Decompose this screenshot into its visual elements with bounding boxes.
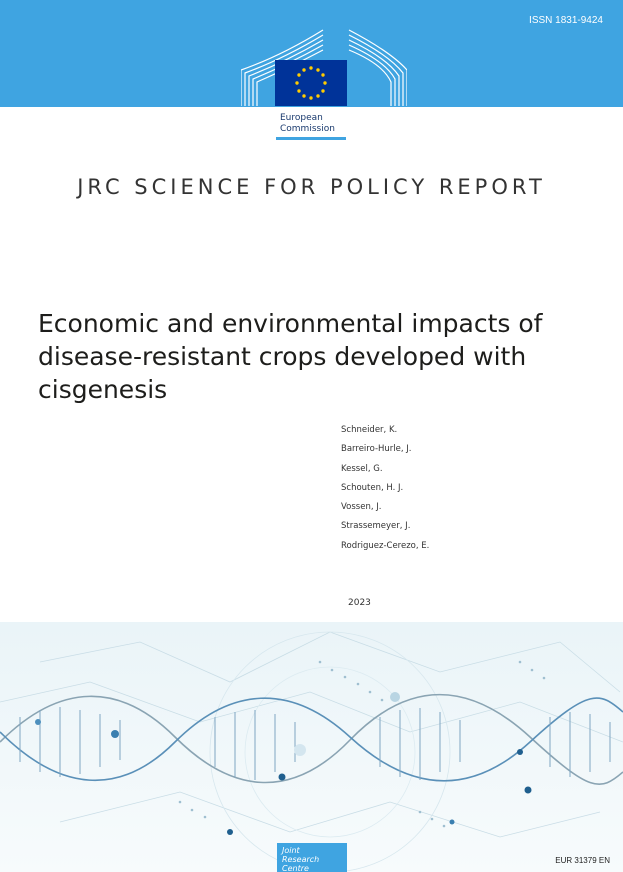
dna-cover-illustration (0, 622, 623, 872)
publication-year: 2023 (348, 598, 371, 608)
logo-underline (276, 137, 346, 140)
logo-text: European Commission (280, 113, 335, 134)
author-list (341, 421, 429, 556)
issn-number: ISSN 1831-9424 (529, 15, 603, 26)
author: Strassemeyer, J. (341, 521, 411, 532)
author: Schneider, K. (341, 425, 398, 435)
author: Vossen, J. (341, 502, 382, 513)
report-series: JRC SCIENCE FOR POLICY REPORT (77, 175, 546, 199)
eur-number: EUR 31379 EN (555, 856, 610, 865)
report-title: Economic and environmental impacts of disease-resistant crops developed with cisgenesis (38, 308, 543, 404)
jrc-badge-text: Joint Research Centre (282, 846, 320, 872)
author: Rodriguez-Cerezo, E. (341, 540, 430, 551)
author: Schouten, H. J. (341, 482, 404, 493)
author: Kessel, G. (341, 463, 383, 474)
jrc-badge (277, 843, 347, 872)
author: Barreiro-Hurle, J. (341, 444, 412, 455)
